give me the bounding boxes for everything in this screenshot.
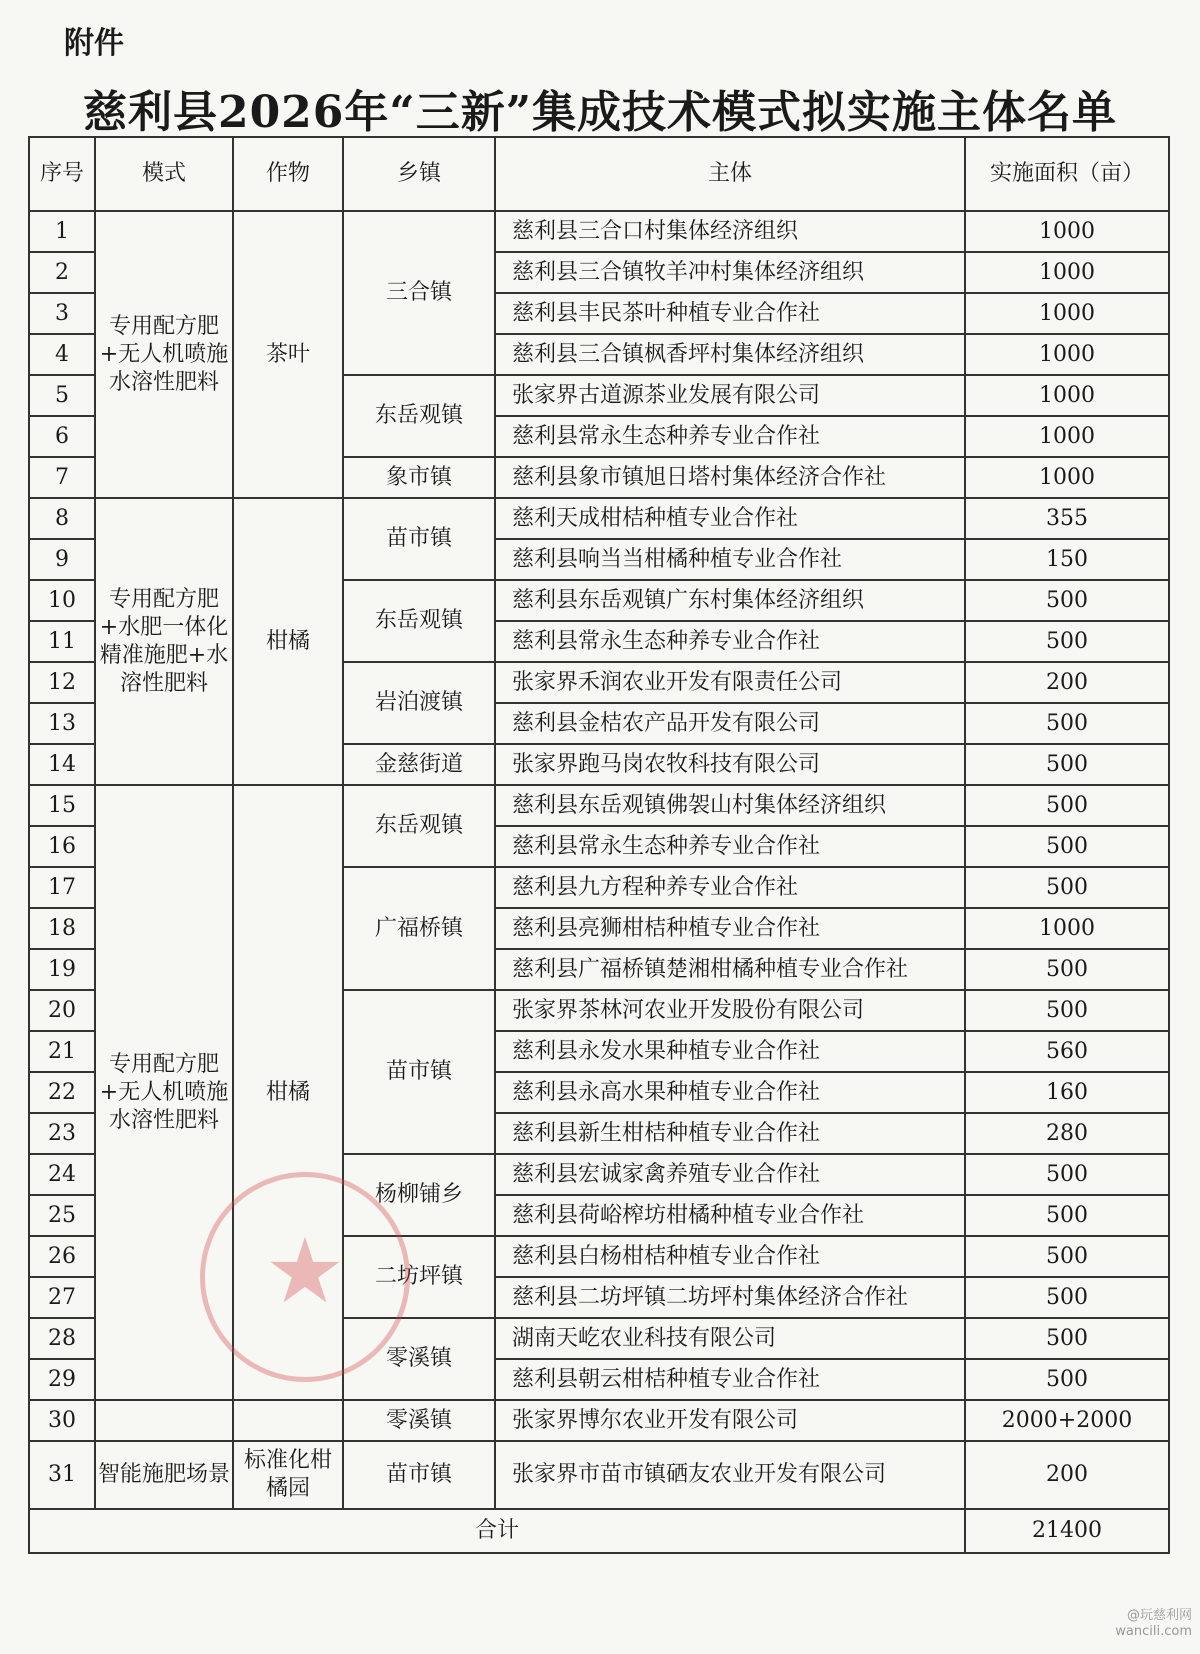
table-row (29, 498, 1169, 539)
row-subject: 慈利县九方程种养专业合作社 (495, 867, 965, 908)
row-area: 1000 (965, 416, 1169, 457)
row-subject: 慈利县三合镇枫香坪村集体经济组织 (495, 334, 965, 375)
row-seq: 13 (29, 703, 95, 744)
crop-cell: 茶叶 (233, 211, 343, 498)
town-cell: 三合镇 (343, 211, 495, 375)
table-header-row (29, 137, 1169, 211)
header-area: 实施面积（亩） (965, 137, 1169, 211)
row-area: 500 (965, 949, 1169, 990)
row-subject: 慈利天成柑桔种植专业合作社 (495, 498, 965, 539)
row-area: 500 (965, 867, 1169, 908)
attachment-label: 附件 (64, 26, 124, 61)
row-subject: 慈利县荷峪榨坊柑橘种植专业合作社 (495, 1195, 965, 1236)
row-seq: 10 (29, 580, 95, 621)
row-subject: 慈利县永高水果种植专业合作社 (495, 1072, 965, 1113)
header-mode: 模式 (95, 137, 233, 211)
document-title: 慈利县2026年“三新”集成技术模式拟实施主体名单 (82, 87, 1118, 138)
row-subject: 慈利县二坊坪镇二坊坪村集体经济合作社 (495, 1277, 965, 1318)
row-seq: 18 (29, 908, 95, 949)
town-cell: 东岳观镇 (343, 580, 495, 662)
row-subject: 张家界市苗市镇硒友农业开发有限公司 (495, 1441, 965, 1509)
row-area: 500 (965, 621, 1169, 662)
header-seq: 序号 (29, 137, 95, 211)
row-seq: 27 (29, 1277, 95, 1318)
row-area: 500 (965, 1195, 1169, 1236)
watermark-line2: wancili.com (1115, 1624, 1192, 1639)
row-subject: 湖南天屹农业科技有限公司 (495, 1318, 965, 1359)
row-seq: 16 (29, 826, 95, 867)
town-cell: 杨柳铺乡 (343, 1154, 495, 1236)
row-seq: 7 (29, 457, 95, 498)
row-subject: 慈利县朝云柑桔种植专业合作社 (495, 1359, 965, 1400)
town-cell: 广福桥镇 (343, 867, 495, 990)
row-area: 1000 (965, 457, 1169, 498)
row-area: 1000 (965, 375, 1169, 416)
row-area: 500 (965, 580, 1169, 621)
town-cell: 东岳观镇 (343, 785, 495, 867)
row-area: 500 (965, 1277, 1169, 1318)
row-area: 500 (965, 1318, 1169, 1359)
row-seq: 12 (29, 662, 95, 703)
row-seq: 31 (29, 1441, 95, 1509)
row-seq: 23 (29, 1113, 95, 1154)
row-subject: 张家界禾润农业开发有限责任公司 (495, 662, 965, 703)
row-seq: 5 (29, 375, 95, 416)
row-seq: 29 (29, 1359, 95, 1400)
row-subject: 慈利县响当当柑橘种植专业合作社 (495, 539, 965, 580)
total-row (29, 1509, 1169, 1553)
crop-cell: 标准化柑橘园 (233, 1441, 343, 1509)
row-area: 200 (965, 662, 1169, 703)
row-area: 500 (965, 1154, 1169, 1195)
row-subject: 慈利县宏诚家禽养殖专业合作社 (495, 1154, 965, 1195)
town-cell: 金慈街道 (343, 744, 495, 785)
row-subject: 慈利县亮狮柑桔种植专业合作社 (495, 908, 965, 949)
row-seq: 25 (29, 1195, 95, 1236)
town-cell: 苗市镇 (343, 1441, 495, 1509)
row-seq: 24 (29, 1154, 95, 1195)
row-subject: 张家界博尔农业开发有限公司 (495, 1400, 965, 1441)
row-area: 2000+2000 (965, 1400, 1169, 1441)
row-area: 500 (965, 703, 1169, 744)
row-seq: 9 (29, 539, 95, 580)
row-subject: 慈利县金桔农产品开发有限公司 (495, 703, 965, 744)
row-seq: 19 (29, 949, 95, 990)
town-cell: 零溪镇 (343, 1400, 495, 1441)
mode-cell: 专用配方肥+无人机喷施水溶性肥料 (95, 211, 233, 498)
row-subject: 慈利县常永生态种养专业合作社 (495, 826, 965, 867)
row-area: 500 (965, 1359, 1169, 1400)
row-subject: 慈利县广福桥镇楚湘柑橘种植专业合作社 (495, 949, 965, 990)
crop-cell: 柑橘 (233, 785, 343, 1400)
row-subject: 慈利县常永生态种养专业合作社 (495, 416, 965, 457)
table-row (29, 1400, 1169, 1441)
mode-cell: 专用配方肥+无人机喷施水溶性肥料 (95, 785, 233, 1400)
row-area: 1000 (965, 908, 1169, 949)
row-subject: 慈利县东岳观镇广东村集体经济组织 (495, 580, 965, 621)
town-cell: 象市镇 (343, 457, 495, 498)
row-subject: 慈利县永发水果种植专业合作社 (495, 1031, 965, 1072)
row-area: 200 (965, 1441, 1169, 1509)
row-subject: 慈利县常永生态种养专业合作社 (495, 621, 965, 662)
row-seq: 26 (29, 1236, 95, 1277)
row-area: 1000 (965, 334, 1169, 375)
row-area: 1000 (965, 293, 1169, 334)
row-seq: 2 (29, 252, 95, 293)
town-cell: 苗市镇 (343, 990, 495, 1154)
official-seal-stamp: ★ (200, 1172, 410, 1382)
table-row (29, 211, 1169, 252)
total-label: 合计 (29, 1509, 965, 1553)
mode-cell-empty (95, 1400, 233, 1441)
watermark-line1: @玩慈利网 (1126, 1608, 1192, 1623)
mode-cell: 专用配方肥+水肥一体化精准施肥+水溶性肥料 (95, 498, 233, 785)
row-seq: 20 (29, 990, 95, 1031)
row-subject: 张家界跑马岗农牧科技有限公司 (495, 744, 965, 785)
row-seq: 11 (29, 621, 95, 662)
row-seq: 17 (29, 867, 95, 908)
row-seq: 21 (29, 1031, 95, 1072)
row-subject: 慈利县三合口村集体经济组织 (495, 211, 965, 252)
implementation-table (28, 136, 1170, 1554)
row-area: 500 (965, 785, 1169, 826)
row-seq: 28 (29, 1318, 95, 1359)
town-cell: 苗市镇 (343, 498, 495, 580)
row-subject: 慈利县象市镇旭日塔村集体经济合作社 (495, 457, 965, 498)
row-seq: 22 (29, 1072, 95, 1113)
row-area: 1000 (965, 211, 1169, 252)
row-subject: 慈利县丰民茶叶种植专业合作社 (495, 293, 965, 334)
row-subject: 慈利县白杨柑桔种植专业合作社 (495, 1236, 965, 1277)
table-row (29, 1441, 1169, 1509)
row-seq: 3 (29, 293, 95, 334)
total-value: 21400 (965, 1509, 1169, 1553)
row-seq: 4 (29, 334, 95, 375)
crop-cell: 柑橘 (233, 498, 343, 785)
watermark (1115, 1608, 1192, 1640)
crop-cell-empty (233, 1400, 343, 1441)
header-subject: 主体 (495, 137, 965, 211)
row-area: 355 (965, 498, 1169, 539)
row-subject: 慈利县三合镇牧羊冲村集体经济组织 (495, 252, 965, 293)
table-row (29, 785, 1169, 826)
row-area: 500 (965, 1236, 1169, 1277)
row-subject: 张家界古道源茶业发展有限公司 (495, 375, 965, 416)
row-area: 1000 (965, 252, 1169, 293)
town-cell: 零溪镇 (343, 1318, 495, 1400)
row-subject: 慈利县新生柑桔种植专业合作社 (495, 1113, 965, 1154)
header-crop: 作物 (233, 137, 343, 211)
row-area: 280 (965, 1113, 1169, 1154)
town-cell: 岩泊渡镇 (343, 662, 495, 744)
row-seq: 6 (29, 416, 95, 457)
row-area: 500 (965, 744, 1169, 785)
row-subject: 张家界茶林河农业开发股份有限公司 (495, 990, 965, 1031)
row-area: 500 (965, 826, 1169, 867)
header-town: 乡镇 (343, 137, 495, 211)
row-area: 160 (965, 1072, 1169, 1113)
row-seq: 15 (29, 785, 95, 826)
row-subject: 慈利县东岳观镇佛袈山村集体经济组织 (495, 785, 965, 826)
town-cell: 东岳观镇 (343, 375, 495, 457)
row-area: 150 (965, 539, 1169, 580)
row-seq: 1 (29, 211, 95, 252)
row-area: 560 (965, 1031, 1169, 1072)
row-seq: 8 (29, 498, 95, 539)
row-area: 500 (965, 990, 1169, 1031)
row-seq: 14 (29, 744, 95, 785)
mode-cell: 智能施肥场景 (95, 1441, 233, 1509)
town-cell: 二坊坪镇 (343, 1236, 495, 1318)
row-seq: 30 (29, 1400, 95, 1441)
